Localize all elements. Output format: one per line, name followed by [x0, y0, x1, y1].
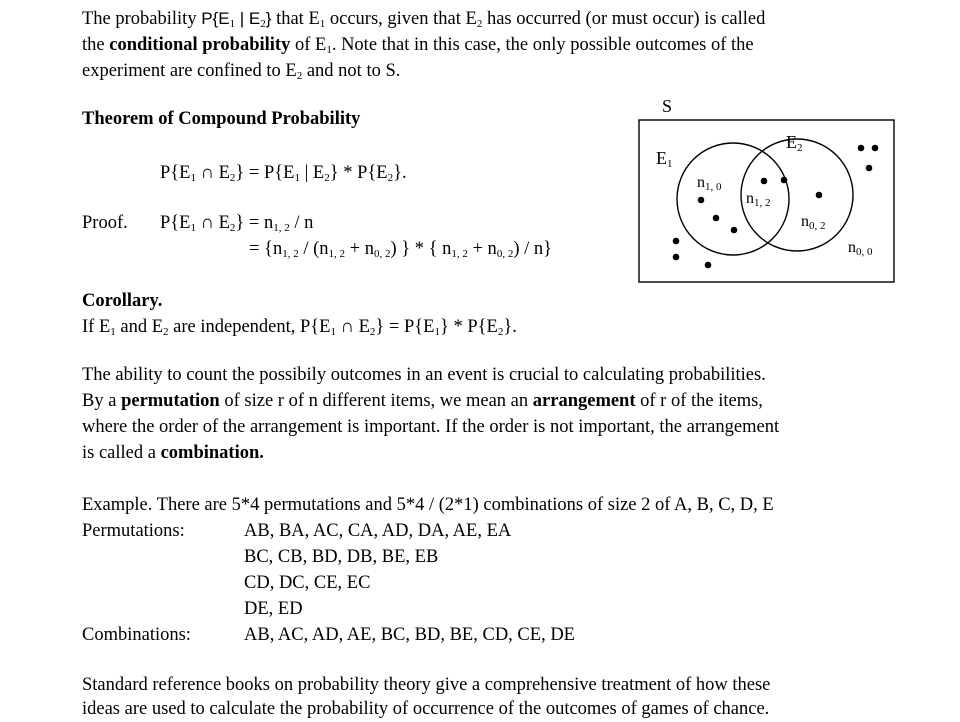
outcome-dot	[872, 145, 879, 152]
outcome-dot	[816, 192, 823, 199]
permutations-row-3: CD, DC, CE, EC	[244, 573, 371, 593]
corollary-line: If $E_1$ and $E_2$ are independent, $P\{E_1$ ∩ $E_2\} = P\{E_1\} * P\{E_2\}$.	[82, 317, 517, 338]
corollary-heading: Corollary.	[82, 291, 163, 311]
outcome-dot	[698, 197, 705, 204]
venn-diagram	[638, 96, 896, 284]
proof-line-2: = {$n_{1, 2} / (n_{1, 2} + n_{0, 2})$ } * { $n_{1, 2} + n_{0, 2}) / n$}	[249, 239, 552, 260]
sample-space-label: S	[662, 96, 673, 116]
n00-label: $n_{0, 0}$	[848, 239, 873, 258]
outcome-dot	[866, 165, 873, 172]
outcome-dot	[713, 215, 720, 222]
n12-label: $n_{1, 2}$	[746, 190, 771, 209]
outcome-dot	[673, 254, 680, 261]
n10-label: $n_{1, 0}$	[697, 174, 722, 193]
outcome-dot	[673, 238, 680, 245]
permutations-label: Permutations:	[82, 521, 185, 541]
proof-line-1: $P\{E_1$ ∩ $E_2\} = n_{1, 2} / n$	[160, 213, 314, 234]
outcome-dot	[705, 262, 712, 269]
outcome-dot	[781, 177, 788, 184]
example-intro: Example. There are 5*4 permutations and 5*4 / (2*1) combinations of size 2 of A, B, C, D, E	[82, 495, 774, 515]
outcome-dot	[858, 145, 865, 152]
combinations-row: AB, AC, AD, AE, BC, BD, BE, CD, CE, DE	[244, 625, 575, 645]
n02-label: $n_{0, 2}$	[801, 213, 826, 232]
permutations-row-2: BC, CB, BD, DB, BE, EB	[244, 547, 439, 567]
closing-line-2: ideas are used to calculate the probability of occurrence of the outcomes of games of chance.	[82, 699, 770, 719]
counting-line-1: The ability to count the possibily outcomes in an event is crucial to calculating probabilities.	[82, 365, 766, 385]
counting-line-2: By a permutation of size r of n different items, we mean an arrangement of r of the items,	[82, 391, 763, 411]
proof-label: Proof.	[82, 213, 128, 233]
permutations-row-1: AB, BA, AC, CA, AD, DA, AE, EA	[244, 521, 512, 541]
outcome-dot	[761, 178, 768, 185]
combinations-label: Combinations:	[82, 625, 191, 645]
counting-line-4: is called a combination.	[82, 443, 264, 463]
intro-line-1: The probability $P\{E_1$ | $E_2$} that $E_1$ occurs, given that $E_2$ has occurred (or must occur) is called	[82, 9, 766, 30]
permutations-row-4: DE, ED	[244, 599, 303, 619]
e1-label: $E_1$	[656, 148, 673, 170]
outcome-dot	[731, 227, 738, 234]
e2-label: $E_2$	[786, 132, 803, 154]
intro-line-3: experiment are confined to $E_2$ and not to S.	[82, 61, 401, 82]
counting-line-3: where the order of the arrangement is important. If the order is not important, the arrangement	[82, 417, 780, 437]
theorem-heading: Theorem of Compound Probability	[82, 109, 361, 129]
intro-line-2: the conditional probability of $E_1$. Note that in this case, the only possible outcomes of the	[82, 35, 754, 56]
closing-line-1: Standard reference books on probability theory give a comprehensive treatment of how these	[82, 675, 771, 695]
e1-circle	[677, 143, 789, 255]
theorem-formula: $P\{E_1$ ∩ $E_2\} = P\{E_1$ | $E_2\} * P\{E_2\}$.	[160, 163, 407, 184]
